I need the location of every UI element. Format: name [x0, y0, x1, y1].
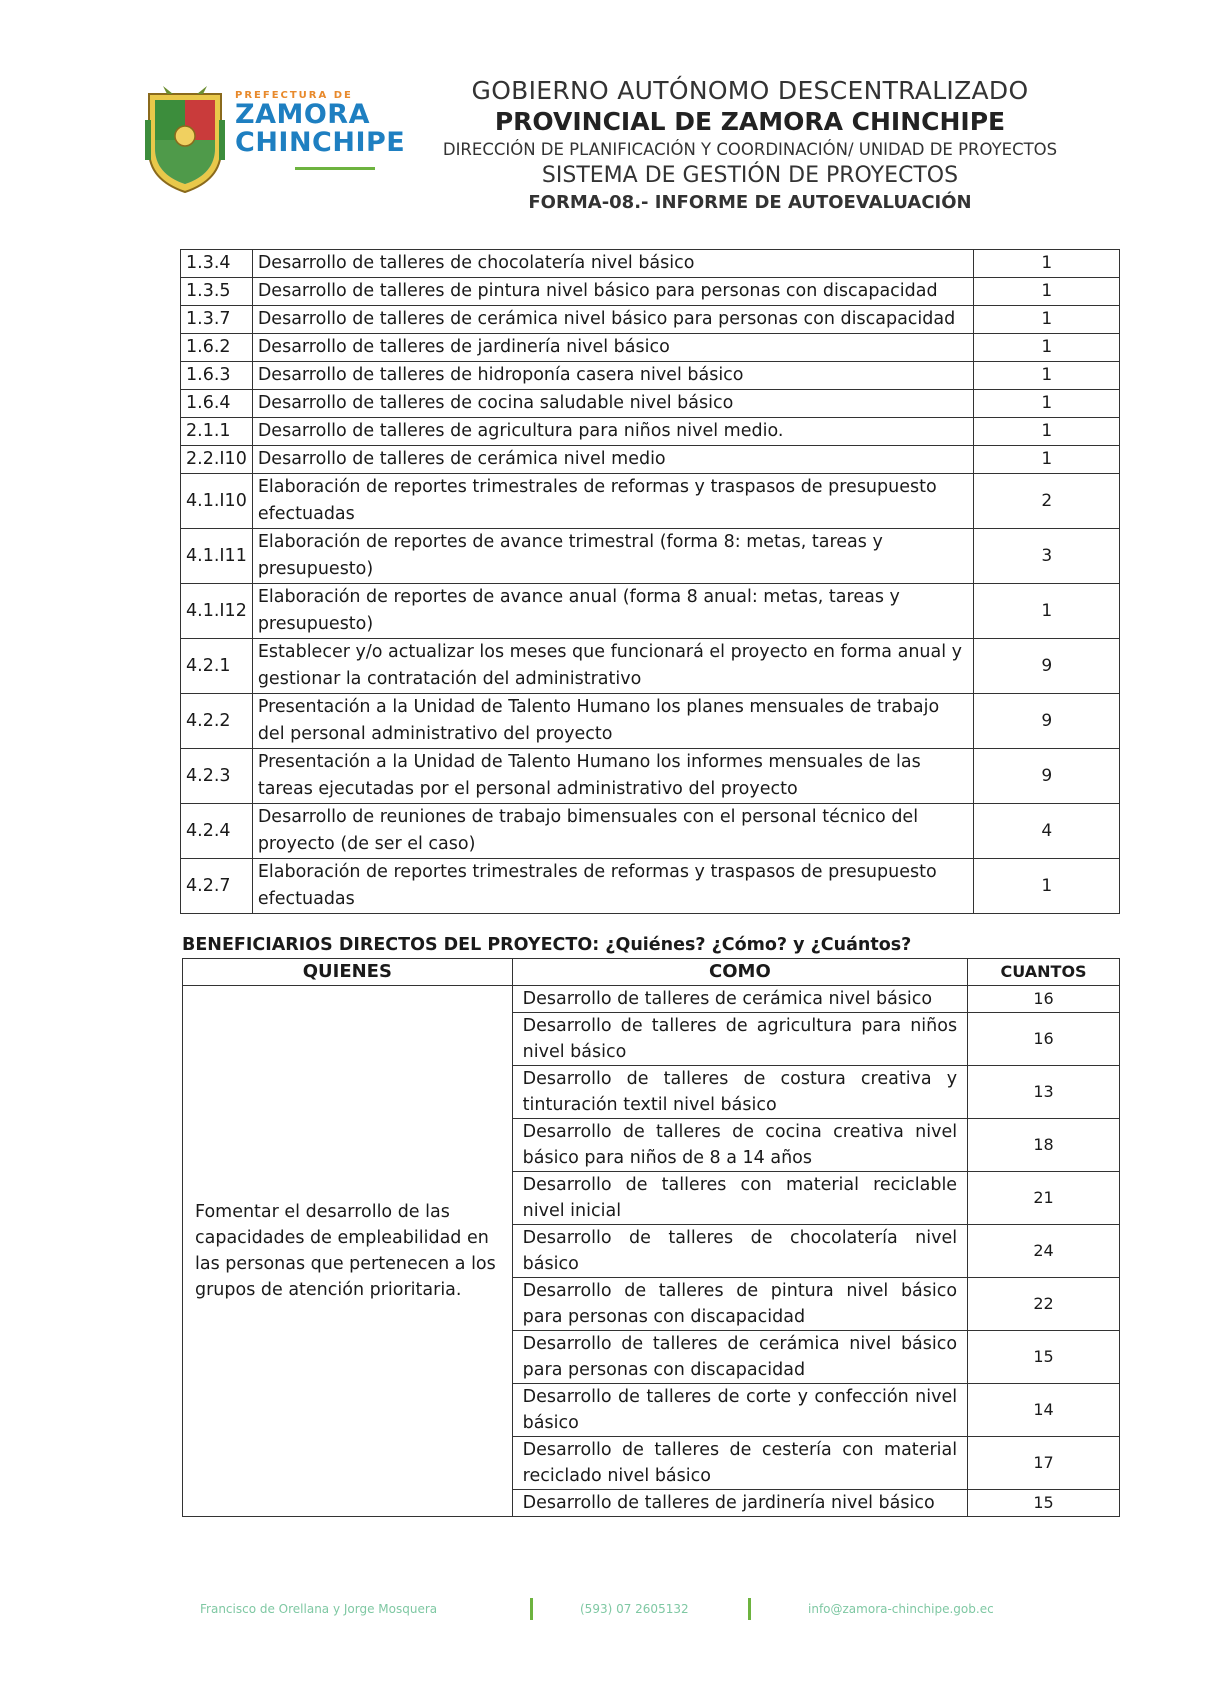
task-row — [181, 446, 1120, 474]
brand-underline — [295, 167, 375, 170]
task-code: 4.2.7 — [181, 859, 253, 914]
task-row — [181, 306, 1120, 334]
task-code: 1.6.2 — [181, 334, 253, 362]
footer-phone: (593) 07 2605132 — [580, 1602, 689, 1616]
task-code: 4.1.I11 — [181, 529, 253, 584]
task-code: 4.2.4 — [181, 804, 253, 859]
task-description: Desarrollo de talleres de jardinería nivel básico — [252, 334, 974, 362]
task-description: Desarrollo de talleres de cerámica nivel básico para personas con discapacidad — [252, 306, 974, 334]
task-row — [181, 418, 1120, 446]
task-description: Elaboración de reportes trimestrales de reformas y traspasos de presupuesto efectuadas — [252, 474, 974, 529]
title-forma: FORMA-08.- INFORME DE AUTOEVALUACIÓN — [528, 192, 972, 213]
task-row — [181, 250, 1120, 278]
brand-prefix: PREFECTURA DE — [235, 90, 353, 101]
task-description: Desarrollo de reuniones de trabajo bimensuales con el personal técnico del proyecto (de ser el caso) — [252, 804, 974, 859]
task-value: 1 — [974, 278, 1120, 306]
task-description: Elaboración de reportes de avance trimestral (forma 8: metas, tareas y presupuesto) — [252, 529, 974, 584]
task-code: 4.2.1 — [181, 639, 253, 694]
task-code: 2.2.I10 — [181, 446, 253, 474]
task-row — [181, 529, 1120, 584]
document-header — [135, 76, 1115, 236]
task-value: 1 — [974, 859, 1120, 914]
title-provincial: PROVINCIAL DE ZAMORA CHINCHIPE — [494, 107, 1006, 136]
beneficiary-row — [183, 986, 1120, 1013]
task-value: 9 — [974, 639, 1120, 694]
como-cell: Desarrollo de talleres con material reciclable nivel inicial — [512, 1172, 967, 1225]
task-code: 1.6.4 — [181, 390, 253, 418]
task-description: Desarrollo de talleres de chocolatería nivel básico — [252, 250, 974, 278]
document-footer — [200, 1598, 1060, 1622]
task-description: Desarrollo de talleres de cocina saludable nivel básico — [252, 390, 974, 418]
task-row — [181, 749, 1120, 804]
como-cell: Desarrollo de talleres de cestería con material reciclado nivel básico — [512, 1437, 967, 1490]
title-direccion: DIRECCIÓN DE PLANIFICACIÓN Y COORDINACIÓN/ UNIDAD DE PROYECTOS — [442, 140, 1058, 159]
task-value: 1 — [974, 306, 1120, 334]
beneficiaries-table — [182, 958, 1120, 1517]
cuantos-cell: 22 — [968, 1278, 1120, 1331]
beneficiaries-header-row — [183, 959, 1120, 986]
task-value: 9 — [974, 694, 1120, 749]
cuantos-cell: 16 — [968, 1013, 1120, 1066]
task-value: 1 — [974, 362, 1120, 390]
task-value: 4 — [974, 804, 1120, 859]
task-description: Elaboración de reportes de avance anual (forma 8 anual: metas, tareas y presupuesto) — [252, 584, 974, 639]
cuantos-cell: 14 — [968, 1384, 1120, 1437]
task-value: 1 — [974, 250, 1120, 278]
task-value: 2 — [974, 474, 1120, 529]
cuantos-cell: 18 — [968, 1119, 1120, 1172]
cuantos-cell: 24 — [968, 1225, 1120, 1278]
task-description: Desarrollo de talleres de agricultura para niños nivel medio. — [252, 418, 974, 446]
header-quienes: QUIENES — [183, 959, 513, 986]
header-cuantos: CUANTOS — [968, 959, 1120, 986]
task-value: 1 — [974, 584, 1120, 639]
header-como: COMO — [512, 959, 967, 986]
como-cell: Desarrollo de talleres de jardinería nivel básico — [512, 1490, 967, 1517]
cuantos-cell: 21 — [968, 1172, 1120, 1225]
task-value: 3 — [974, 529, 1120, 584]
task-code: 1.3.7 — [181, 306, 253, 334]
cuantos-cell: 16 — [968, 986, 1120, 1013]
brand-name-line1: ZAMORA — [235, 99, 370, 130]
task-description: Desarrollo de talleres de hidroponía casera nivel básico — [252, 362, 974, 390]
task-code: 1.3.4 — [181, 250, 253, 278]
task-row — [181, 804, 1120, 859]
task-row — [181, 278, 1120, 306]
como-cell: Desarrollo de talleres de cocina creativa nivel básico para niños de 8 a 14 años — [512, 1119, 967, 1172]
task-description: Presentación a la Unidad de Talento Humano los planes mensuales de trabajo del personal administrativo del proyecto — [252, 694, 974, 749]
task-code: 4.1.I10 — [181, 474, 253, 529]
header-titles — [385, 76, 1115, 213]
task-row — [181, 334, 1120, 362]
como-cell: Desarrollo de talleres de pintura nivel básico para personas con discapacidad — [512, 1278, 967, 1331]
cuantos-cell: 15 — [968, 1331, 1120, 1384]
quienes-cell: Fomentar el desarrollo de las capacidades de empleabilidad en las personas que pertenecen a los grupos de atención prioritaria. — [183, 986, 513, 1517]
task-row — [181, 859, 1120, 914]
task-code: 2.1.1 — [181, 418, 253, 446]
cuantos-cell: 13 — [968, 1066, 1120, 1119]
task-description: Establecer y/o actualizar los meses que funcionará el proyecto en forma anual y gestionar la contratación del administrativo — [252, 639, 974, 694]
footer-address: Francisco de Orellana y Jorge Mosquera — [200, 1602, 438, 1616]
task-code: 4.2.3 — [181, 749, 253, 804]
tasks-table — [180, 249, 1120, 914]
como-cell: Desarrollo de talleres de chocolatería nivel básico — [512, 1225, 967, 1278]
task-description: Desarrollo de talleres de cerámica nivel medio — [252, 446, 974, 474]
prefecture-shield-icon — [143, 80, 227, 196]
task-value: 1 — [974, 446, 1120, 474]
task-value: 1 — [974, 334, 1120, 362]
como-cell: Desarrollo de talleres de costura creativa y tinturación textil nivel básico — [512, 1066, 967, 1119]
cuantos-cell: 15 — [968, 1490, 1120, 1517]
task-code: 1.3.5 — [181, 278, 253, 306]
task-row — [181, 362, 1120, 390]
beneficiaries-title: BENEFICIARIOS DIRECTOS DEL PROYECTO: ¿Quiénes? ¿Cómo? y ¿Cuántos? — [182, 935, 912, 955]
como-cell: Desarrollo de talleres de agricultura para niños nivel básico — [512, 1013, 967, 1066]
task-description: Desarrollo de talleres de pintura nivel básico para personas con discapacidad — [252, 278, 974, 306]
task-row — [181, 694, 1120, 749]
cuantos-cell: 17 — [968, 1437, 1120, 1490]
footer-separator — [530, 1598, 533, 1620]
task-code: 4.1.I12 — [181, 584, 253, 639]
footer-email: info@zamora-chinchipe.gob.ec — [808, 1602, 994, 1616]
task-code: 1.6.3 — [181, 362, 253, 390]
task-value: 1 — [974, 390, 1120, 418]
task-row — [181, 639, 1120, 694]
task-row — [181, 584, 1120, 639]
task-description: Elaboración de reportes trimestrales de reformas y traspasos de presupuesto efectuadas — [252, 859, 974, 914]
task-code: 4.2.2 — [181, 694, 253, 749]
como-cell: Desarrollo de talleres de corte y confección nivel básico — [512, 1384, 967, 1437]
task-value: 9 — [974, 749, 1120, 804]
brand-name-line2: CHINCHIPE — [235, 127, 406, 158]
task-row — [181, 474, 1120, 529]
como-cell: Desarrollo de talleres de cerámica nivel básico — [512, 986, 967, 1013]
title-gobierno: GOBIERNO AUTÓNOMO DESCENTRALIZADO — [471, 76, 1029, 105]
footer-separator — [748, 1598, 751, 1620]
task-description: Presentación a la Unidad de Talento Humano los informes mensuales de las tareas ejecutadas por el personal administrativo del proyecto — [252, 749, 974, 804]
title-sistema: SISTEMA DE GESTIÓN DE PROYECTOS — [541, 163, 959, 188]
task-row — [181, 390, 1120, 418]
task-value: 1 — [974, 418, 1120, 446]
como-cell: Desarrollo de talleres de cerámica nivel básico para personas con discapacidad — [512, 1331, 967, 1384]
